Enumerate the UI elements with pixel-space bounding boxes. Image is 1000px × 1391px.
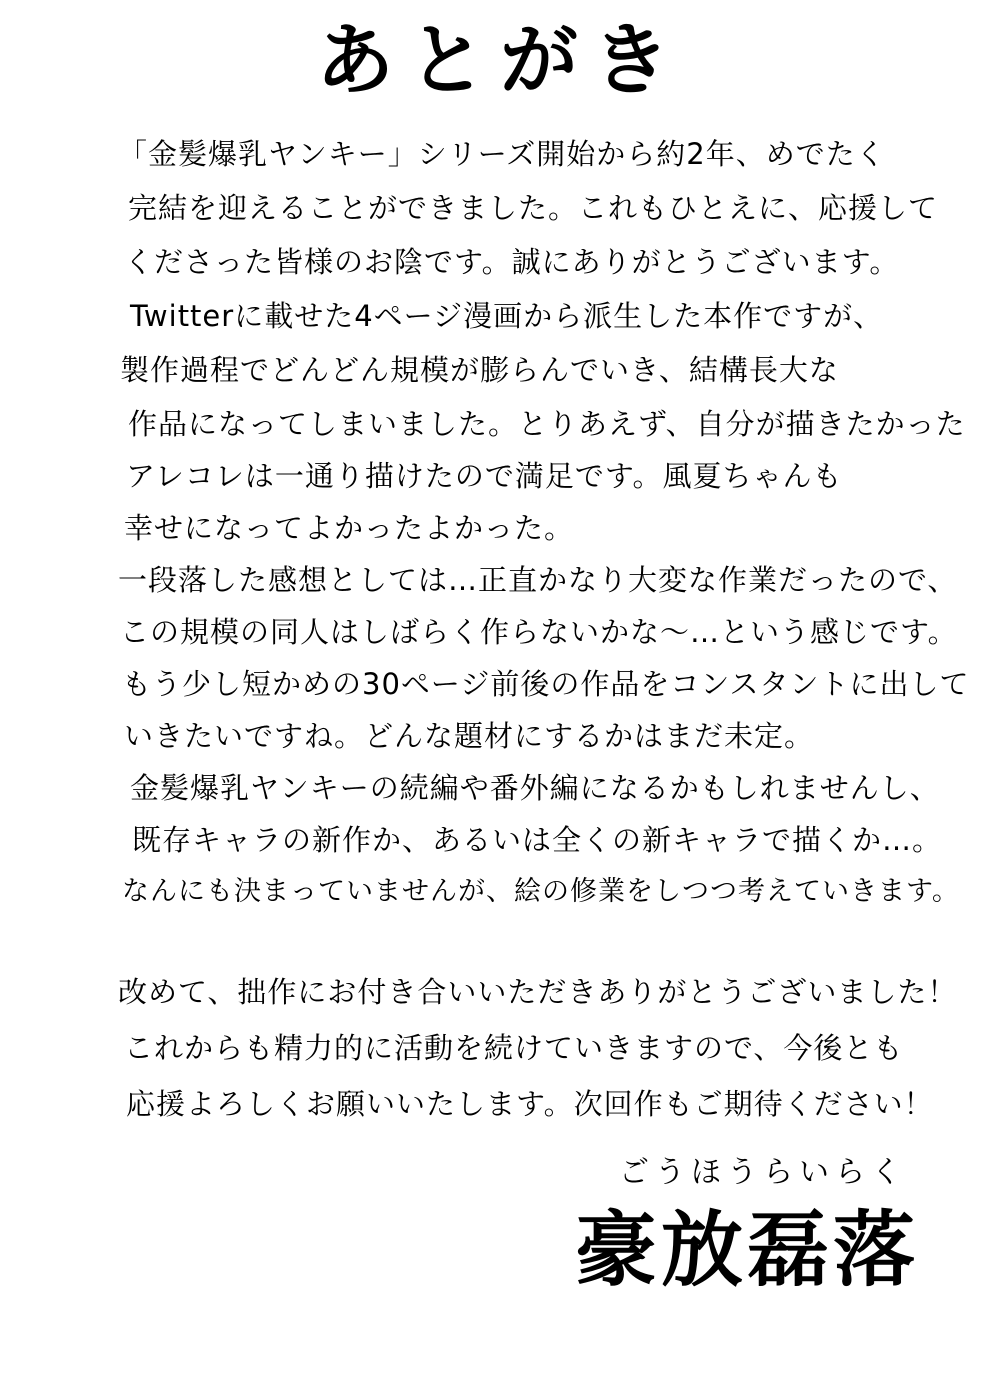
text-line: 幸せになってよかったよかった。 <box>124 511 575 545</box>
text-line: アレコレは一通り描けたので満足です。風夏ちゃんも <box>126 459 843 493</box>
text-line: 「金髪爆乳ヤンキー」シリーズ開始から約2年、めでたく <box>118 137 886 171</box>
text-line: 改めて、拙作にお付き合いいただきありがとうございました！ <box>118 975 958 1009</box>
author-signature <box>575 1155 935 1358</box>
signature-name: 豪放磊落 <box>575 1203 920 1298</box>
text-line: 完結を迎えることができました。これもひとえに、応援して <box>128 191 939 225</box>
text-line: 既存キャラの新作か、あるいは全くの新キャラで描くか…。 <box>132 823 943 857</box>
signature-furigana: ごうほうらいらく <box>619 1155 907 1190</box>
text-line: 金髪爆乳ヤンキーの続編や番外編になるかもしれませんし、 <box>130 771 940 805</box>
text-line: もう少し短かめの30ページ前後の作品をコンスタントに出して <box>122 667 970 701</box>
text-line: 製作過程でどんどん規模が膨らんでいき、結構長大な <box>120 353 839 387</box>
text-line: 作品になってしまいました。とりあえず、自分が描きたかった <box>128 407 966 441</box>
text-line: Twitterに載せた4ページ漫画から派生した本作ですが、 <box>130 299 884 333</box>
text-line: 一段落した感想としては…正直かなり大変な作業だったので、 <box>118 563 958 597</box>
text-line: この規模の同人はしばらく作らないかな〜…という感じです。 <box>120 615 958 649</box>
text-line: くださった皆様のお陰です。誠にありがとうございます。 <box>124 245 900 279</box>
text-line: これからも精力的に活動を続けていきますので、今後とも <box>124 1031 904 1065</box>
text-line: 応援よろしくお願いいたします。次回作もご期待ください！ <box>126 1087 934 1121</box>
text-line: なんにも決まっていませんが、絵の修業をしつつ考えていきます。 <box>122 876 960 907</box>
page-title: あとがき <box>315 16 684 106</box>
text-line: いきたいですね。どんな題材にするかはまだ未定。 <box>124 719 815 753</box>
